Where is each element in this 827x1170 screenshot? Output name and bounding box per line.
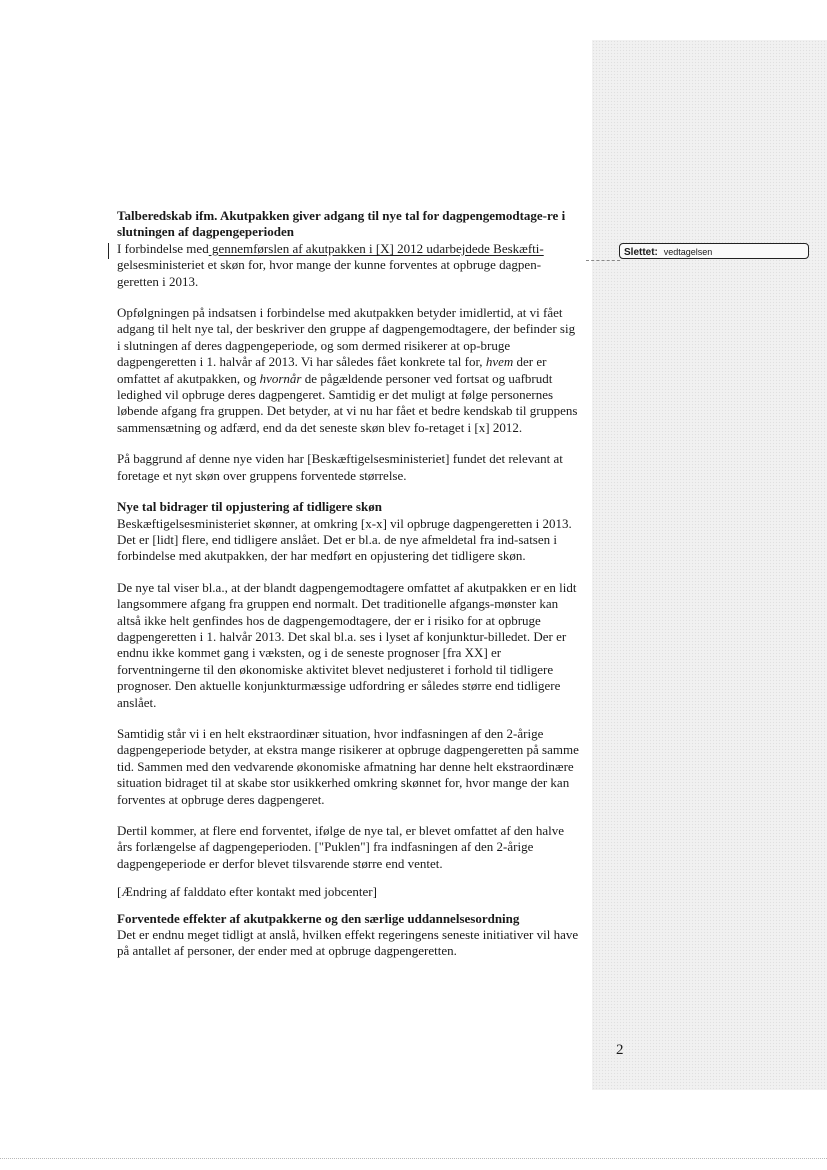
tracked-insertion[interactable]: gennemførslen af akutpakken i [X] 2012 udarbejdede Beskæfti- xyxy=(208,240,544,256)
page-edge-line xyxy=(0,1158,827,1159)
paragraph-1-text-rest: gelsesministeriet et skøn for, hvor mange der kunne forventes at opbruge dagpen-geretten i 2013. xyxy=(117,257,542,289)
paragraph-2-text-a: Opfølgningen på indsatsen i forbindelse med akutpakken betyder imidlertid, at vi fået adgang til helt nye tal, der beskriver den gruppe af dagpengemodtagere, der befinder sig i slutningen af deres dagpengeperiode, og som dermed risikerer at op-bruge dagpengeretten i 1. halvår af 2013. Vi har således fået konkrete tal for, xyxy=(117,305,576,370)
paragraph-5: De nye tal viser bl.a., at der blandt dagpengemodtagere omfattet af akutpakken er en lidt langsommere afgang fra gruppen end normalt. Det traditionelle afgangs-mønster kan altså ikke helt genfindes hos de dagpengemodtagere, der er i risiko for at opbruge dagpengeretten i 1. halvår 2013. Det skal bl.a. ses i lyset af konjunktur-billedet. Der er endnu ikke kommet gang i væksten, og i de seneste prognoser [fra XX] er forventningerne til den økonomiske aktivitet blevet nedjusteret i forhold til tidligere prognoser. Den aktuelle konjunkturmæssige udfordring er således større end tidligere anslået. xyxy=(117,579,577,710)
page-number: 2 xyxy=(616,1042,624,1058)
paragraph-9: Det er endnu meget tidligt at anslå, hvilken effekt regeringens seneste initiativer vil have på antallet af personer, der ender med at opbruge dagpengeretten. xyxy=(117,927,579,959)
paragraph-2-text-c: de pågældende personer ved fortsat og uafbrudt ledighed vil opbruge deres dagpengeret. Samtidig er det muligt at følge personernes løbende afgang fra gruppen. Det betyder, at vi nu har fået et bedre kendskab til gruppens sammensætning og adfærd, end da det seneste skøn blev fo-retaget i [x] 2012. xyxy=(117,370,578,435)
section-heading-2: Nye tal bidrager til opjustering af tidligere skøn xyxy=(117,499,382,515)
change-bar xyxy=(108,243,109,259)
markup-margin-area xyxy=(592,40,827,1090)
deleted-text: vedtagelsen xyxy=(663,247,713,257)
paragraph-6: Samtidig står vi i en helt ekstraordinær situation, hvor indfasningen af den 2-årige dagpengeperiode betyder, at ekstra mange risikerer at opbruge dagpengeretten på samme tid. Sammen med den vedvarende økonomiske afmatning har denne helt ekstraordinære situation bidraget til at skabe stor usikkerhed omkring skønnet for, hvor mange der kan forventes at opbruge deres dagpengeret. xyxy=(117,725,579,807)
paragraph-3: På baggrund af denne nye viden har [Beskæftigelsesministeriet] fundet det relevant at foretage et nyt skøn over gruppens forventede størrelse. xyxy=(117,451,563,483)
section-heading-3: Forventede effekter af akutpakkerne og den særlige uddannelsesordning xyxy=(117,910,520,926)
paragraph-1 xyxy=(117,241,580,290)
document-body xyxy=(117,208,580,975)
paragraph-1-text: I forbindelse med xyxy=(117,240,209,256)
section-heading-1: Talberedskab ifm. Akutpakken giver adgang til nye tal for dagpengemodtage-re i slutningen af dagpengeperioden xyxy=(117,208,566,240)
emphasis-hvem: hvem xyxy=(485,354,514,370)
paragraph-8: [Ændring af falddato efter kontakt med jobcenter] xyxy=(117,884,377,900)
emphasis-hvornaar: hvornår xyxy=(259,370,302,386)
paragraph-2 xyxy=(117,305,580,436)
deletion-comment-balloon[interactable] xyxy=(619,243,809,259)
paragraph-7: Dertil kommer, at flere end forventet, ifølge de nye tal, er blevet omfattet af den halve års forlængelse af dagpengeperioden. ["Puklen"] fra indfasningen af den 2-årige dagpengeperiode er derfor blevet tilsvarende større end ventet. xyxy=(117,823,565,871)
comment-leader-line xyxy=(586,260,620,261)
deletion-label: Slettet: xyxy=(624,247,658,258)
paragraph-2-text-b: der er omfattet af akutpakken, og xyxy=(117,354,547,386)
paragraph-4: Beskæftigelsesministeriet skønner, at omkring [x-x] vil opbruge dagpengeretten i 2013. Det er [lidt] flere, end tidligere anslået. Det er bl.a. de nye afmeldetal fra ind-satsen i forbindelse med akutpakken, der har medført en opjustering det tidligere skøn. xyxy=(117,515,572,564)
